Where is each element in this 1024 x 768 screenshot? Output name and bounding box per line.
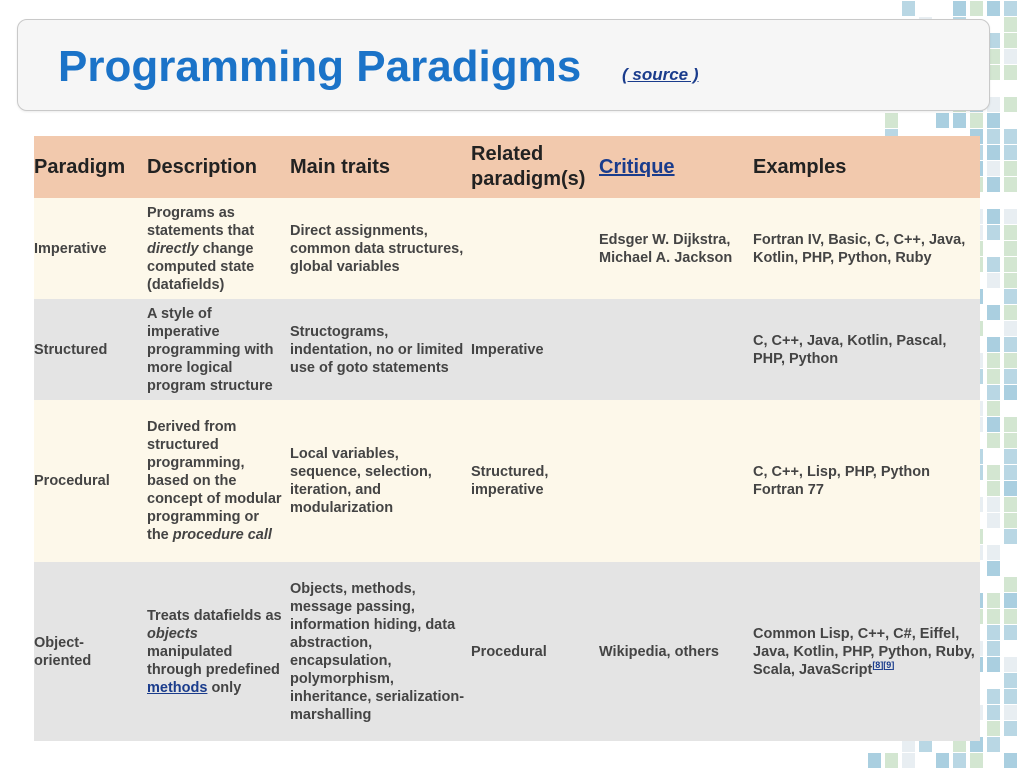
cell-traits: Objects, methods, message passing, information hiding, data abstraction, encapsulation, polymorphism, inheritance, serialization-marshalling (290, 562, 471, 741)
mosaic-tile (1004, 289, 1017, 304)
mosaic-tile (987, 721, 1000, 736)
header-paradigm: Paradigm (34, 136, 147, 198)
mosaic-tile (987, 113, 1000, 128)
desc-emphasis: procedure call (172, 527, 272, 543)
mosaic-tile (953, 113, 966, 128)
header-examples: Examples (753, 136, 980, 198)
mosaic-tile (936, 753, 949, 768)
mosaic-tile (987, 177, 1000, 192)
header-critique-link[interactable]: Critique (599, 136, 753, 198)
cell-paradigm: Object-oriented (34, 562, 147, 741)
cell-critique (599, 400, 753, 562)
mosaic-tile (868, 753, 881, 768)
cell-paradigm: Structured (34, 299, 147, 400)
mosaic-tile (987, 561, 1000, 576)
mosaic-tile (1004, 513, 1017, 528)
mosaic-tile (1004, 417, 1017, 432)
cell-traits: Direct assignments, common data structures, global variables (290, 198, 471, 299)
mosaic-tile (1004, 209, 1017, 224)
mosaic-tile (1004, 753, 1017, 768)
mosaic-tile (1004, 97, 1017, 112)
mosaic-tile (987, 337, 1000, 352)
mosaic-tile (953, 753, 966, 768)
mosaic-tile (970, 113, 983, 128)
mosaic-tile (1004, 353, 1017, 368)
mosaic-tile (1004, 49, 1017, 64)
desc-text: manipulated through predefined (147, 643, 280, 678)
mosaic-tile (987, 433, 1000, 448)
mosaic-tile (987, 609, 1000, 624)
mosaic-tile (987, 353, 1000, 368)
mosaic-tile (987, 497, 1000, 512)
mosaic-tile (1004, 481, 1017, 496)
desc-text: Programs as statements that (147, 204, 255, 239)
mosaic-tile (987, 305, 1000, 320)
mosaic-tile (1004, 689, 1017, 704)
paradigms-table (34, 136, 980, 741)
mosaic-tile (987, 593, 1000, 608)
mosaic-tile (1004, 385, 1017, 400)
mosaic-tile (987, 161, 1000, 176)
mosaic-tile (1004, 257, 1017, 272)
header-related-line1: Related (471, 143, 544, 165)
mosaic-tile (1004, 305, 1017, 320)
examples-text: Common Lisp, C++, C#, Eiffel, Java, Kotlin, PHP, Python, Ruby, Scala, JavaScript (753, 625, 975, 678)
page-title: Programming Paradigms (58, 42, 582, 91)
mosaic-tile (987, 145, 1000, 160)
cell-critique: Edsger W. Dijkstra, Michael A. Jackson (599, 198, 753, 299)
mosaic-tile (987, 273, 1000, 288)
cell-description (147, 562, 290, 741)
desc-text: Derived from structured programming, based on the concept of modular programming or the (147, 419, 282, 543)
table-row-imperative (34, 198, 980, 299)
mosaic-tile (987, 689, 1000, 704)
cell-description: A style of imperative programming with more logical program structure (147, 299, 290, 400)
mosaic-tile (1004, 17, 1017, 32)
mosaic-tile (1004, 593, 1017, 608)
cell-related: Structured, imperative (471, 400, 599, 562)
source-link[interactable]: ( source ) (622, 65, 699, 84)
mosaic-tile (1004, 145, 1017, 160)
reference-link[interactable]: [8][9] (872, 659, 895, 670)
cell-related: Procedural (471, 562, 599, 741)
mosaic-tile (987, 129, 1000, 144)
cell-examples: Fortran IV, Basic, C, C++, Java, Kotlin, PHP, Python, Ruby (753, 198, 980, 299)
mosaic-tile (1004, 177, 1017, 192)
table-row-procedural (34, 400, 980, 562)
mosaic-tile (987, 465, 1000, 480)
mosaic-tile (1004, 625, 1017, 640)
header-related-line2: paradigm(s) (471, 168, 586, 190)
cell-examples: C, C++, Lisp, PHP, Python Fortran 77 (753, 400, 980, 562)
mosaic-tile (987, 481, 1000, 496)
mosaic-tile (987, 625, 1000, 640)
mosaic-tile (987, 737, 1000, 752)
cell-paradigm: Procedural (34, 400, 147, 562)
cell-description (147, 198, 290, 299)
methods-link[interactable]: methods (147, 679, 208, 696)
mosaic-tile (1004, 241, 1017, 256)
mosaic-tile (1004, 369, 1017, 384)
mosaic-tile (970, 1, 983, 16)
mosaic-tile (987, 1, 1000, 16)
mosaic-tile (1004, 337, 1017, 352)
cell-traits: Local variables, sequence, selection, iteration, and modularization (290, 400, 471, 562)
mosaic-tile (987, 401, 1000, 416)
mosaic-tile (987, 369, 1000, 384)
desc-emphasis: directly (147, 240, 199, 257)
cell-critique (599, 299, 753, 400)
cell-traits: Structograms, indentation, no or limited use of goto statements (290, 299, 471, 400)
table-row-structured (34, 299, 980, 400)
mosaic-tile (987, 209, 1000, 224)
mosaic-tile (885, 753, 898, 768)
mosaic-tile (1004, 721, 1017, 736)
mosaic-tile (1004, 129, 1017, 144)
mosaic-tile (1004, 273, 1017, 288)
mosaic-tile (1004, 1, 1017, 16)
cell-paradigm: Imperative (34, 198, 147, 299)
mosaic-tile (1004, 65, 1017, 80)
mosaic-tile (936, 113, 949, 128)
mosaic-tile (1004, 433, 1017, 448)
mosaic-tile (987, 705, 1000, 720)
mosaic-tile (885, 113, 898, 128)
mosaic-tile (1004, 449, 1017, 464)
header-description: Description (147, 136, 290, 198)
header-related-paradigms (471, 136, 599, 198)
cell-examples: C, C++, Java, Kotlin, Pascal, PHP, Python (753, 299, 980, 400)
mosaic-tile (987, 513, 1000, 528)
mosaic-tile (987, 417, 1000, 432)
desc-text: Treats datafields as (147, 607, 282, 624)
mosaic-tile (1004, 321, 1017, 336)
mosaic-tile (987, 257, 1000, 272)
desc-text: change computed state (datafields) (147, 240, 255, 293)
mosaic-tile (987, 641, 1000, 656)
table-row-object-oriented (34, 562, 980, 741)
mosaic-tile (1004, 225, 1017, 240)
cell-description (147, 400, 290, 562)
mosaic-tile (1004, 529, 1017, 544)
mosaic-tile (1004, 161, 1017, 176)
desc-emphasis: objects (147, 625, 198, 642)
mosaic-tile (987, 545, 1000, 560)
mosaic-tile (1004, 497, 1017, 512)
mosaic-tile (987, 225, 1000, 240)
mosaic-tile (953, 1, 966, 16)
mosaic-tile (1004, 33, 1017, 48)
mosaic-tile (902, 753, 915, 768)
mosaic-tile (1004, 657, 1017, 672)
mosaic-tile (1004, 705, 1017, 720)
cell-examples (753, 562, 980, 741)
table-header-row (34, 136, 980, 198)
mosaic-tile (1004, 609, 1017, 624)
cell-related (471, 198, 599, 299)
cell-critique: Wikipedia, others (599, 562, 753, 741)
mosaic-tile (902, 1, 915, 16)
mosaic-tile (987, 385, 1000, 400)
header-main-traits: Main traits (290, 136, 471, 198)
cell-related: Imperative (471, 299, 599, 400)
mosaic-tile (970, 753, 983, 768)
mosaic-tile (1004, 465, 1017, 480)
mosaic-tile (1004, 673, 1017, 688)
mosaic-tile (987, 657, 1000, 672)
desc-text: only (207, 679, 242, 696)
mosaic-tile (1004, 577, 1017, 592)
title-bar (17, 19, 990, 111)
